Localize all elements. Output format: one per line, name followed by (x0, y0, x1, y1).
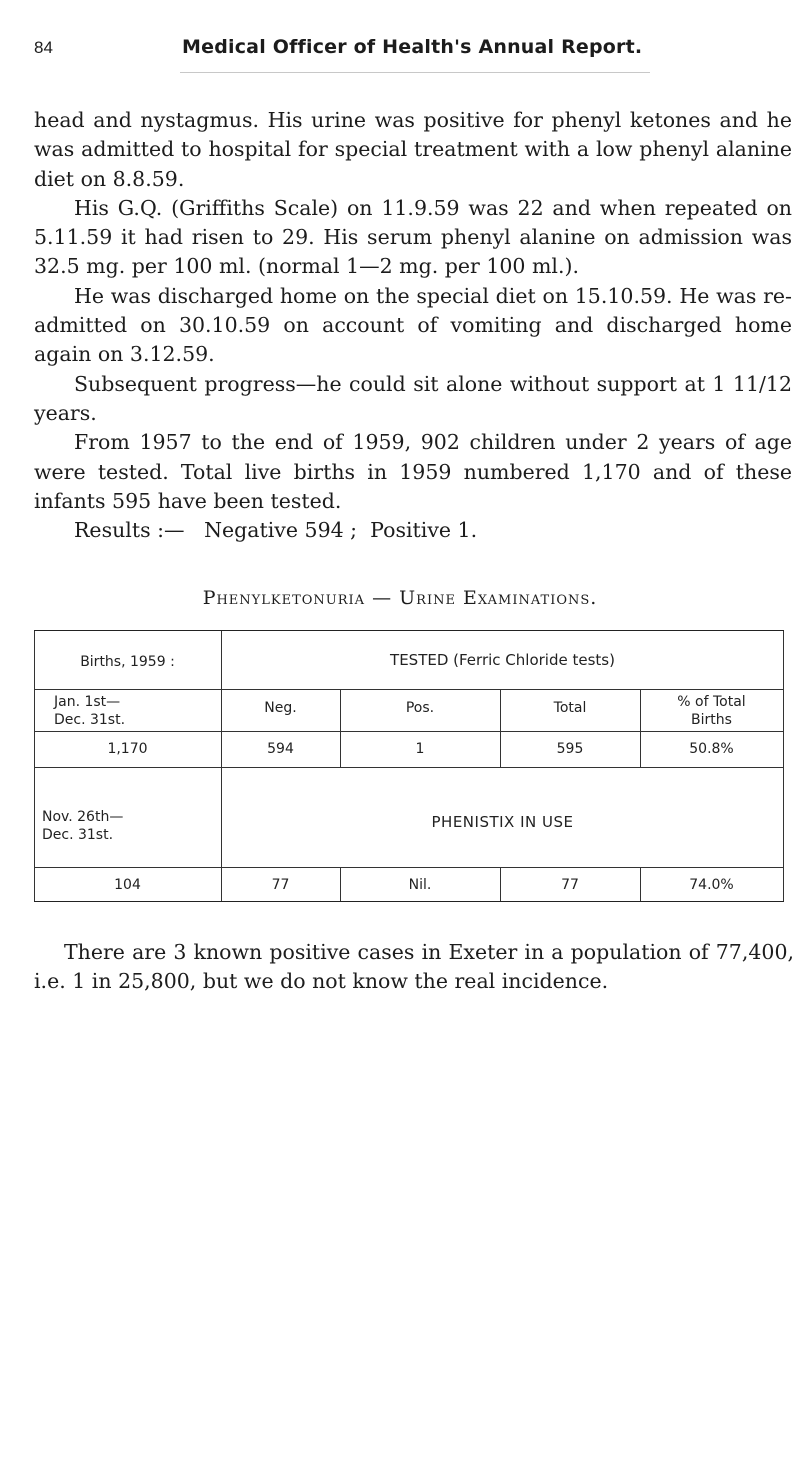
neg-header: Neg. (264, 700, 297, 716)
column-divider-births (221, 631, 222, 901)
results-line (34, 516, 792, 545)
period-2-start: Nov. 26th— (42, 809, 124, 825)
pos-header: Pos. (405, 700, 435, 716)
row-divider-4 (34, 867, 784, 868)
paragraph-1: head and nystagmus. His urine was positive for phenyl ketones and he was admitted to hospital for special treatment with a low phenyl alanine diet on 8.8.59. (34, 108, 792, 191)
results-table (34, 630, 784, 902)
page-header (34, 36, 774, 66)
table-border-right (783, 631, 784, 901)
results-positive: Positive 1. (370, 518, 478, 543)
total-header: Total (553, 700, 587, 716)
closing-paragraph: There are 3 known positive cases in Exeter in a population of 77,400, i.e. 1 in 25,800, but we do not know the real incidence. (34, 940, 794, 994)
row-divider-1 (34, 689, 784, 690)
results-label: Results :— (74, 518, 185, 543)
row-divider-3 (34, 767, 784, 768)
row1-births: 1,170 (107, 741, 148, 757)
row1-percent: 50.8% (689, 741, 734, 757)
paragraph-2: His G.Q. (Griffiths Scale) on 11.9.59 was 22 and when repeated on 5.11.59 it had risen to 29. His serum phenyl alanine on admission was 32.5 mg. per 100 ml. (normal 1—2 mg. per 100 ml.). (34, 195, 792, 279)
period-1-start: Jan. 1st— (54, 694, 121, 710)
period-2 (34, 808, 221, 844)
row-divider-2 (34, 731, 784, 732)
row2-percent: 74.0% (689, 877, 734, 893)
row2-pos: Nil. (408, 877, 432, 893)
percent-header-line1: % of Total (677, 694, 746, 710)
phenistix-label: PHENISTIX IN USE (431, 813, 574, 831)
period-1-end: Dec. 31st. (54, 712, 126, 728)
births-header: Births, 1959 : (80, 654, 175, 670)
row1-neg: 594 (267, 741, 294, 757)
table-border-left (34, 631, 35, 901)
row2-births: 104 (114, 877, 141, 893)
body-text (34, 106, 792, 545)
page-number: 84 (34, 38, 53, 57)
period-1 (34, 693, 221, 729)
percent-header-line2: Births (691, 712, 732, 728)
row1-total: 595 (556, 741, 584, 757)
row2-total: 77 (561, 877, 579, 893)
table-title: Phenylketonuria — Urine Examinations. (202, 587, 598, 609)
paragraph-5: From 1957 to the end of 1959, 902 children under 2 years of age were tested. Total live births in 1959 numbered 1,170 and of these infants 595 have been tested. (34, 430, 792, 513)
paragraph-4: Subsequent progress—he could sit alone without support at 1 11/12 years. (34, 371, 792, 425)
header-rule (180, 72, 650, 73)
period-2-end: Dec. 31st. (42, 827, 114, 843)
results-negative: Negative 594 ; (204, 518, 358, 543)
row2-neg: 77 (271, 877, 290, 893)
tested-header: TESTED (Ferric Chloride tests) (390, 651, 615, 669)
percent-header (640, 693, 783, 729)
running-title: Medical Officer of Health's Annual Report. (182, 36, 643, 58)
paragraph-3: He was discharged home on the special diet on 15.10.59. He was re-admitted on 30.10.59 on account of vomiting and discharged home again on 3.12.59. (34, 283, 792, 367)
closing-text (34, 938, 794, 997)
row1-pos: 1 (415, 741, 425, 757)
